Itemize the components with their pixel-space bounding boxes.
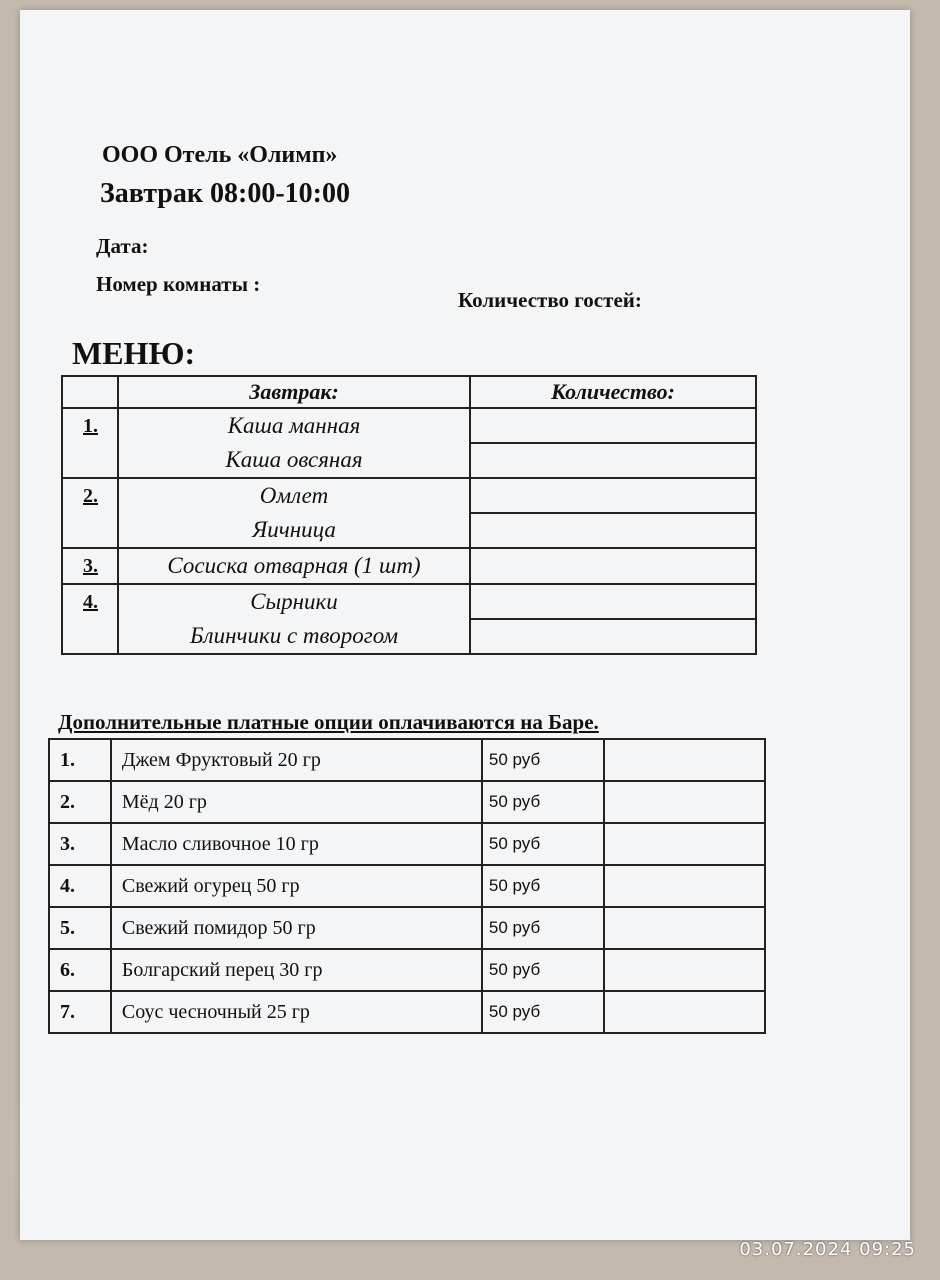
- menu-group-number: 4.: [62, 584, 118, 654]
- option-row: [49, 991, 765, 1033]
- option-price: 50 руб: [482, 781, 604, 823]
- quantity-cell[interactable]: [470, 478, 756, 513]
- option-quantity-cell[interactable]: [604, 991, 765, 1033]
- menu-group-row: [62, 584, 756, 619]
- option-row: [49, 781, 765, 823]
- menu-item: Каша овсяная: [225, 447, 363, 472]
- menu-group-number: 1.: [62, 408, 118, 478]
- menu-item: Яичница: [252, 517, 336, 542]
- option-number: 3.: [49, 823, 111, 865]
- option-name: Соус чесночный 25 гр: [111, 991, 482, 1033]
- menu-group-items: [118, 548, 470, 584]
- option-row: [49, 949, 765, 991]
- option-number: 7.: [49, 991, 111, 1033]
- option-quantity-cell[interactable]: [604, 823, 765, 865]
- option-quantity-cell[interactable]: [604, 739, 765, 781]
- menu-group-items: [118, 478, 470, 548]
- option-name: Свежий огурец 50 гр: [111, 865, 482, 907]
- menu-group-number: 3.: [62, 548, 118, 584]
- option-row: [49, 907, 765, 949]
- option-quantity-cell[interactable]: [604, 781, 765, 823]
- option-price: 50 руб: [482, 991, 604, 1033]
- option-row: [49, 865, 765, 907]
- col-quantity-header: Количество:: [470, 376, 756, 408]
- option-price: 50 руб: [482, 739, 604, 781]
- date-label: Дата:: [96, 234, 149, 258]
- menu-item: Сосиска отварная (1 шт): [167, 553, 421, 578]
- breakfast-hours: Завтрак 08:00-10:00: [100, 178, 350, 209]
- quantity-cell[interactable]: [470, 408, 756, 443]
- guests-count-label: Количество гостей:: [458, 288, 642, 312]
- menu-title: МЕНЮ:: [72, 335, 196, 371]
- option-name: Джем Фруктовый 20 гр: [111, 739, 482, 781]
- option-row: [49, 823, 765, 865]
- option-name: Мёд 20 гр: [111, 781, 482, 823]
- option-name: Болгарский перец 30 гр: [111, 949, 482, 991]
- option-number: 6.: [49, 949, 111, 991]
- menu-group-items: [118, 584, 470, 654]
- option-quantity-cell[interactable]: [604, 865, 765, 907]
- menu-item: Каша манная: [227, 413, 361, 438]
- option-name: Масло сливочное 10 гр: [111, 823, 482, 865]
- menu-group-row: [62, 548, 756, 584]
- option-price: 50 руб: [482, 907, 604, 949]
- photo-timestamp: 03.07.2024 09:25: [739, 1239, 916, 1260]
- quantity-cell[interactable]: [470, 584, 756, 619]
- menu-item: Блинчики с творогом: [189, 623, 398, 648]
- option-quantity-cell[interactable]: [604, 907, 765, 949]
- quantity-cell[interactable]: [470, 548, 756, 584]
- menu-group-number: 2.: [62, 478, 118, 548]
- menu-item: Сырники: [250, 589, 338, 614]
- breakfast-menu-table: [61, 375, 757, 655]
- col-breakfast-header: Завтрак:: [118, 376, 470, 408]
- menu-group-row: [62, 478, 756, 513]
- paid-options-title: Дополнительные платные опции оплачиваются на Баре.: [58, 710, 599, 734]
- menu-group-items: [118, 408, 470, 478]
- option-number: 2.: [49, 781, 111, 823]
- menu-group-row: [62, 408, 756, 443]
- option-name: Свежий помидор 50 гр: [111, 907, 482, 949]
- menu-header-blank: [62, 376, 118, 408]
- quantity-cell[interactable]: [470, 443, 756, 478]
- quantity-cell[interactable]: [470, 619, 756, 654]
- menu-header-row: [62, 376, 756, 408]
- menu-sheet: [20, 10, 910, 1240]
- option-number: 4.: [49, 865, 111, 907]
- option-number: 1.: [49, 739, 111, 781]
- quantity-cell[interactable]: [470, 513, 756, 548]
- option-number: 5.: [49, 907, 111, 949]
- option-price: 50 руб: [482, 865, 604, 907]
- option-price: 50 руб: [482, 823, 604, 865]
- option-quantity-cell[interactable]: [604, 949, 765, 991]
- company-name: ООО Отель «Олимп»: [102, 142, 338, 168]
- paid-options-table: [48, 738, 766, 1034]
- option-price: 50 руб: [482, 949, 604, 991]
- menu-item: Омлет: [259, 483, 329, 508]
- room-number-label: Номер комнаты :: [96, 272, 261, 296]
- option-row: [49, 739, 765, 781]
